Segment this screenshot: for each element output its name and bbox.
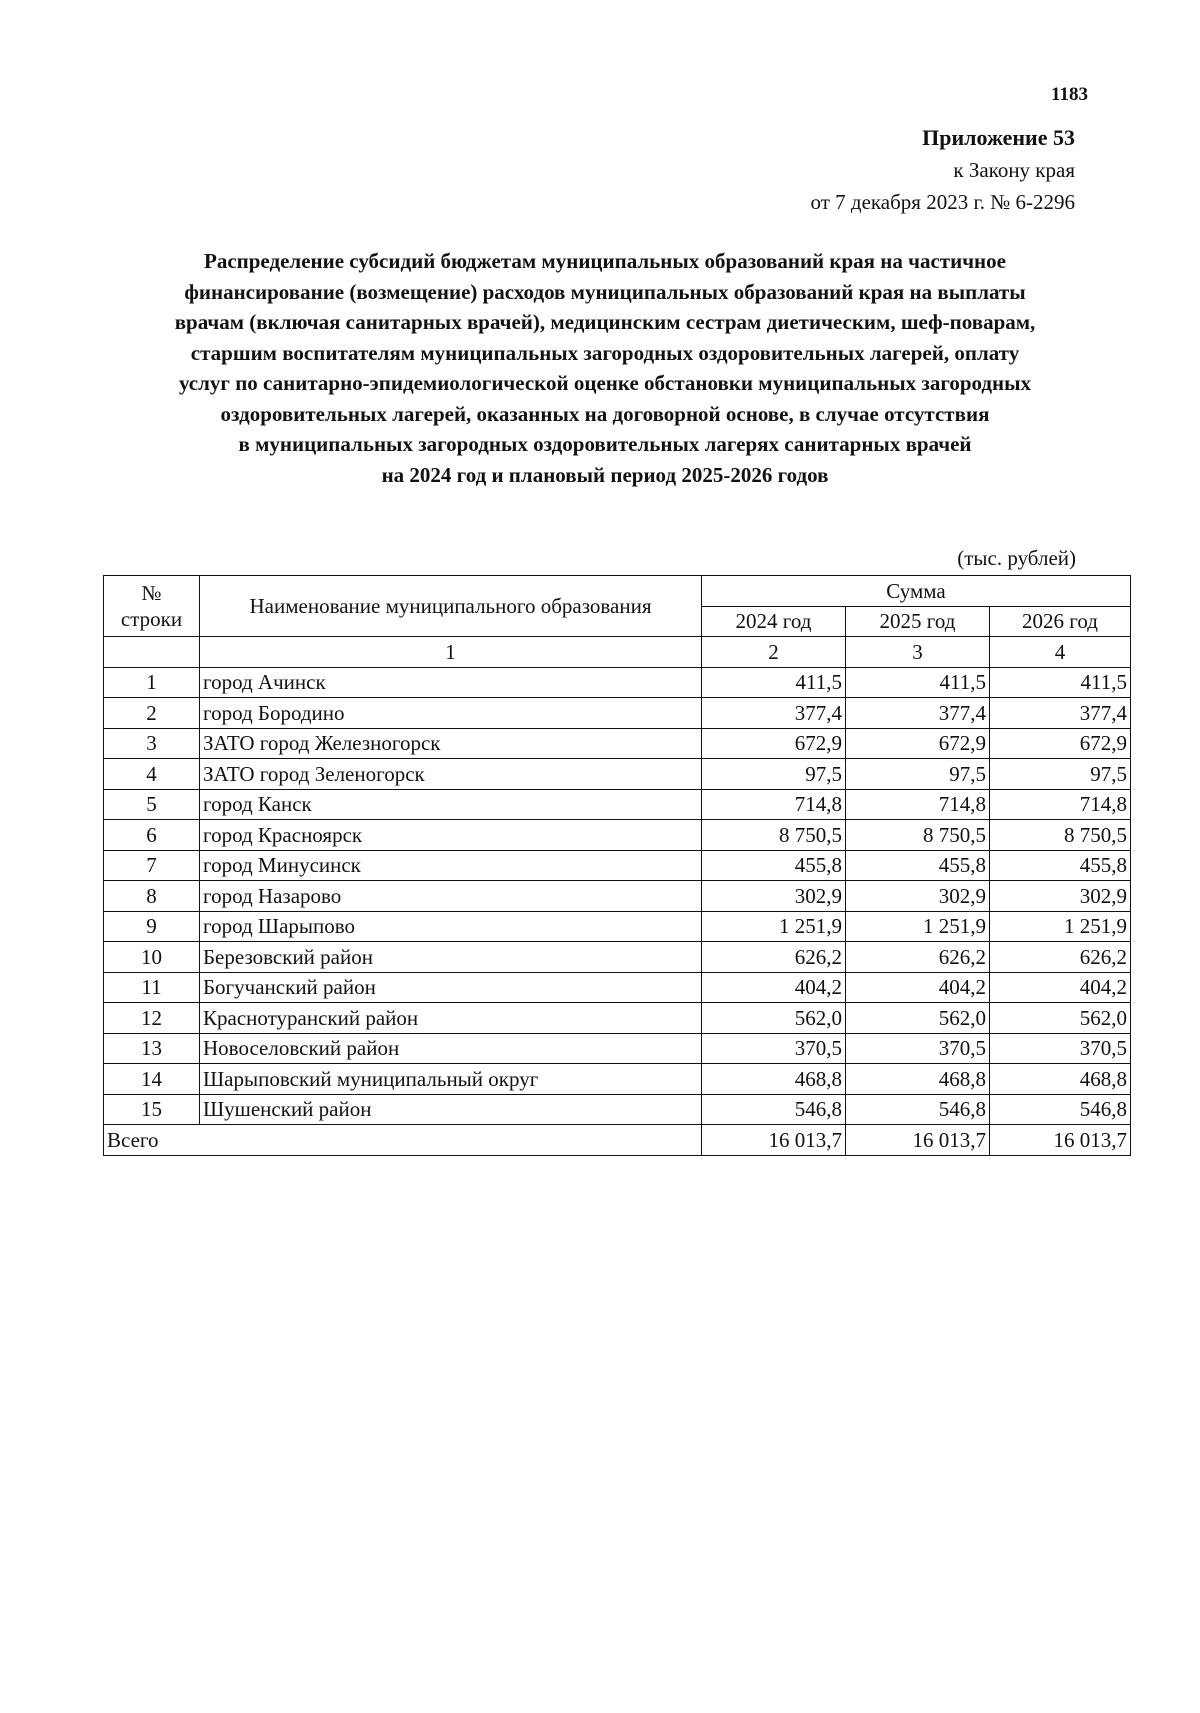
column-number: 1 xyxy=(200,637,702,668)
total-label: Всего xyxy=(104,1125,702,1156)
amount-2026: 302,9 xyxy=(990,881,1131,912)
row-number: 13 xyxy=(104,1033,200,1064)
header-name: Наименование муниципального образования xyxy=(200,576,702,637)
municipality-name: город Красноярск xyxy=(200,820,702,851)
municipality-name: город Шарыпово xyxy=(200,911,702,942)
column-numbers-row xyxy=(104,637,1131,668)
table-row xyxy=(104,911,1131,942)
title-line: на 2024 год и плановый период 2025-2026 годов xyxy=(381,462,829,487)
table-row xyxy=(104,759,1131,790)
annex-date: от 7 декабря 2023 г. № 6-2296 xyxy=(810,190,1075,214)
amount-2024: 404,2 xyxy=(702,972,846,1003)
amount-2025: 97,5 xyxy=(846,759,990,790)
amount-2025: 714,8 xyxy=(846,789,990,820)
amount-2025: 377,4 xyxy=(846,698,990,729)
amount-2025: 370,5 xyxy=(846,1033,990,1064)
amount-2026: 672,9 xyxy=(990,728,1131,759)
amount-2024: 626,2 xyxy=(702,942,846,973)
municipality-name: Шушенский район xyxy=(200,1094,702,1125)
table-row xyxy=(104,1033,1131,1064)
row-number: 4 xyxy=(104,759,200,790)
table-row xyxy=(104,1003,1131,1034)
amount-2026: 468,8 xyxy=(990,1064,1131,1095)
table-row xyxy=(104,1064,1131,1095)
municipality-name: Шарыповский муниципальный округ xyxy=(200,1064,702,1095)
amount-2024: 377,4 xyxy=(702,698,846,729)
amount-2026: 8 750,5 xyxy=(990,820,1131,851)
header-row-number xyxy=(104,576,200,637)
row-number: 5 xyxy=(104,789,200,820)
units-label: (тыс. рублей) xyxy=(957,546,1076,570)
title-line: услуг по санитарно-эпидемиологической оценке обстановки муниципальных загородных xyxy=(178,371,1032,395)
municipality-name: город Бородино xyxy=(200,698,702,729)
amount-2026: 455,8 xyxy=(990,850,1131,881)
header-year-2024: 2024 год xyxy=(702,606,846,637)
header-year-2025: 2025 год xyxy=(846,606,990,637)
row-number: 14 xyxy=(104,1064,200,1095)
amount-2026: 1 251,9 xyxy=(990,911,1131,942)
row-number: 1 xyxy=(104,667,200,698)
amount-2024: 455,8 xyxy=(702,850,846,881)
municipality-name: ЗАТО город Железногорск xyxy=(200,728,702,759)
municipality-name: город Ачинск xyxy=(200,667,702,698)
row-number: 15 xyxy=(104,1094,200,1125)
table-row xyxy=(104,789,1131,820)
table-row xyxy=(104,881,1131,912)
page-number: 1183 xyxy=(1051,84,1088,105)
table-row xyxy=(104,698,1131,729)
row-number: 7 xyxy=(104,850,200,881)
annex-title: Приложение 53 xyxy=(922,125,1075,150)
amount-2024: 714,8 xyxy=(702,789,846,820)
header-year-2026: 2026 год xyxy=(990,606,1131,637)
amount-2024: 672,9 xyxy=(702,728,846,759)
table-row xyxy=(104,667,1131,698)
municipality-name: Краснотуранский район xyxy=(200,1003,702,1034)
amount-2025: 672,9 xyxy=(846,728,990,759)
amount-2025: 411,5 xyxy=(846,667,990,698)
amount-2024: 302,9 xyxy=(702,881,846,912)
table-row xyxy=(104,972,1131,1003)
title-line: в муниципальных загородных оздоровительных лагерях санитарных врачей xyxy=(238,432,972,456)
column-number: 4 xyxy=(990,637,1131,668)
amount-2024: 370,5 xyxy=(702,1033,846,1064)
header-sum: Сумма xyxy=(702,576,1131,607)
table-row xyxy=(104,728,1131,759)
total-2026: 16 013,7 xyxy=(990,1125,1131,1156)
municipality-name: город Канск xyxy=(200,789,702,820)
amount-2024: 546,8 xyxy=(702,1094,846,1125)
header-row xyxy=(104,576,1131,607)
row-number: 11 xyxy=(104,972,200,1003)
annex-block xyxy=(811,122,1075,218)
header-num-symbol: № xyxy=(141,581,162,605)
subsidy-table xyxy=(103,575,1131,1156)
amount-2025: 562,0 xyxy=(846,1003,990,1034)
row-number: 12 xyxy=(104,1003,200,1034)
amount-2024: 411,5 xyxy=(702,667,846,698)
amount-2024: 562,0 xyxy=(702,1003,846,1034)
municipality-name: город Назарово xyxy=(200,881,702,912)
table-row xyxy=(104,820,1131,851)
amount-2026: 411,5 xyxy=(990,667,1131,698)
document-title xyxy=(100,246,1110,490)
column-number: 3 xyxy=(846,637,990,668)
amount-2026: 404,2 xyxy=(990,972,1131,1003)
row-number: 3 xyxy=(104,728,200,759)
amount-2026: 546,8 xyxy=(990,1094,1131,1125)
title-line: старшим воспитателям муниципальных загородных оздоровительных лагерей, оплату xyxy=(190,340,1020,365)
row-number: 6 xyxy=(104,820,200,851)
amount-2026: 626,2 xyxy=(990,942,1131,973)
annex-law-ref: к Закону края xyxy=(953,158,1075,182)
amount-2025: 1 251,9 xyxy=(846,911,990,942)
amount-2025: 404,2 xyxy=(846,972,990,1003)
municipality-name: Богучанский район xyxy=(200,972,702,1003)
municipality-name: Березовский район xyxy=(200,942,702,973)
amount-2024: 8 750,5 xyxy=(702,820,846,851)
amount-2025: 455,8 xyxy=(846,850,990,881)
row-number: 10 xyxy=(104,942,200,973)
row-number: 2 xyxy=(104,698,200,729)
amount-2026: 377,4 xyxy=(990,698,1131,729)
amount-2024: 1 251,9 xyxy=(702,911,846,942)
amount-2024: 468,8 xyxy=(702,1064,846,1095)
amount-2025: 468,8 xyxy=(846,1064,990,1095)
municipality-name: ЗАТО город Зеленогорск xyxy=(200,759,702,790)
amount-2026: 370,5 xyxy=(990,1033,1131,1064)
amount-2025: 626,2 xyxy=(846,942,990,973)
title-line: врачам (включая санитарных врачей), медицинским сестрам диетическим, шеф-поварам, xyxy=(174,310,1036,334)
amount-2025: 546,8 xyxy=(846,1094,990,1125)
column-number: 2 xyxy=(702,637,846,668)
amount-2025: 8 750,5 xyxy=(846,820,990,851)
table-row xyxy=(104,942,1131,973)
total-2024: 16 013,7 xyxy=(702,1125,846,1156)
row-number: 8 xyxy=(104,881,200,912)
amount-2025: 302,9 xyxy=(846,881,990,912)
column-number-blank xyxy=(104,637,200,668)
table-row xyxy=(104,1094,1131,1125)
amount-2024: 97,5 xyxy=(702,759,846,790)
amount-2026: 714,8 xyxy=(990,789,1131,820)
title-line: Распределение субсидий бюджетам муниципальных образований края на частичное xyxy=(204,249,1006,273)
amount-2026: 562,0 xyxy=(990,1003,1131,1034)
title-line: оздоровительных лагерей, оказанных на договорной основе, в случае отсутствия xyxy=(220,401,990,426)
municipality-name: Новоселовский район xyxy=(200,1033,702,1064)
total-row xyxy=(104,1125,1131,1156)
table-row xyxy=(104,850,1131,881)
total-2025: 16 013,7 xyxy=(846,1125,990,1156)
row-number: 9 xyxy=(104,911,200,942)
header-num-word: строки xyxy=(120,607,183,631)
amount-2026: 97,5 xyxy=(990,759,1131,790)
title-line: финансирование (возмещение) расходов муниципальных образований края на выплаты xyxy=(184,279,1026,304)
municipality-name: город Минусинск xyxy=(200,850,702,881)
